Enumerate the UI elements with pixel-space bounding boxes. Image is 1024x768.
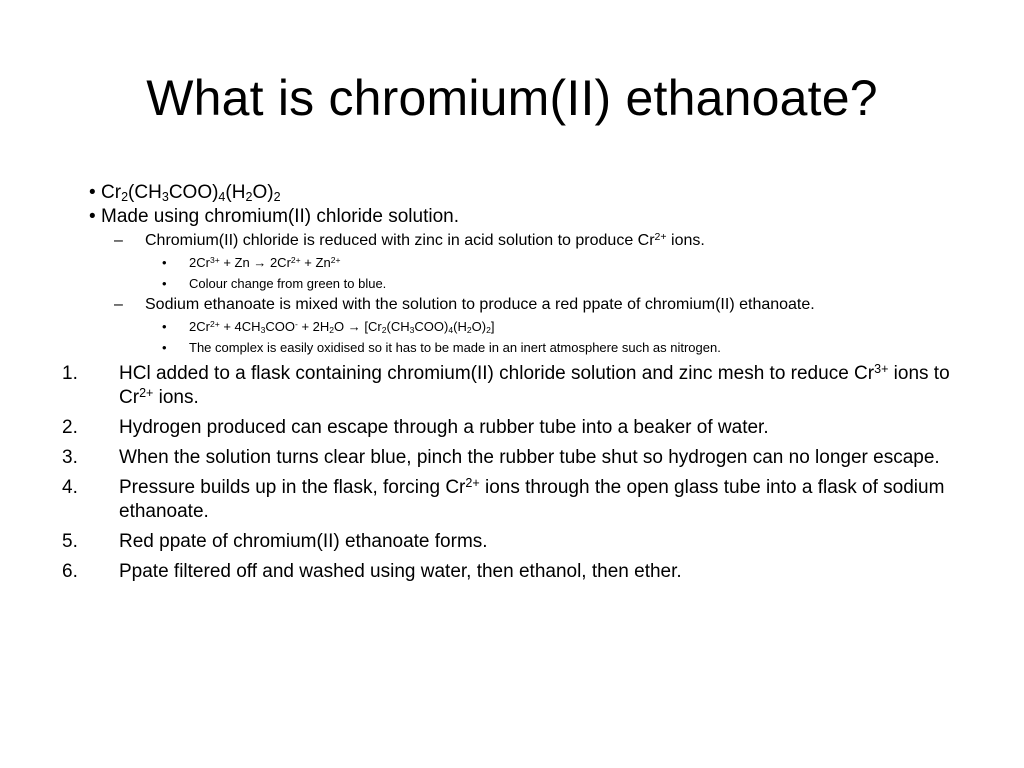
- dash-marker: –: [114, 296, 123, 313]
- bullet-colour-change-text: Colour change from green to blue.: [189, 276, 387, 291]
- bullet-marker: •: [162, 276, 167, 291]
- bullet-oxidised-text: The complex is easily oxidised so it has to be made in an inert atmosphere such as nitrogen.: [189, 340, 721, 355]
- step-number: 3.: [62, 447, 78, 468]
- step-item: [62, 476, 982, 524]
- arrow-icon: →: [347, 319, 361, 334]
- step-number: 2.: [62, 417, 78, 438]
- bullet-marker: •: [89, 182, 96, 203]
- dash-marker: –: [114, 232, 123, 249]
- step-item: [62, 530, 982, 554]
- step-text: Pressure builds up in the flask, forcing $Cr^{2+}$ ions through the open glass tube into a flask of sodium ethanoate.: [119, 475, 945, 522]
- step-text: HCl added to a flask containing chromium(II) chloride solution and zinc mesh to reduce $Cr^{3+}$ ions to $Cr^{2+}$ ions.: [119, 361, 950, 408]
- slide-title: What is chromium(II) ethanoate?: [146, 70, 878, 126]
- step-text: Ppate filtered off and washed using water, then ethanol, then ether.: [119, 561, 682, 582]
- step-number: 6.: [62, 561, 78, 582]
- equation-complex-text: $2Cr^{2+} + 4CH_3COO^- + 2H_2O \to [Cr_2(CH_3COO)_4(H_2O)_2]$: [189, 318, 495, 336]
- bullet-marker: •: [89, 206, 96, 227]
- bullet-colour-change: [62, 276, 982, 292]
- subbullet-reduced: [62, 231, 982, 250]
- step-text: Red ppate of chromium(II) ethanoate forms.: [119, 531, 488, 552]
- equation-reduction: [62, 255, 982, 271]
- bullet-marker: •: [162, 340, 167, 355]
- step-text: When the solution turns clear blue, pinch the rubber tube shut so hydrogen can no longer escape.: [119, 447, 940, 468]
- bullet-marker: •: [162, 319, 167, 334]
- step-number: 1.: [62, 363, 78, 384]
- step-item: [62, 560, 982, 584]
- step-number: 4.: [62, 477, 78, 498]
- equation-reduction-text: $2Cr^{3+} + Zn \to 2Cr^{2+} + Zn^{2+}$: [189, 254, 341, 270]
- arrow-icon: →: [253, 255, 267, 270]
- subbullet-sodium: [62, 295, 982, 314]
- step-number: 5.: [62, 531, 78, 552]
- slide-body: [62, 181, 982, 584]
- bullet-made: [62, 205, 982, 228]
- bullet-formula: [62, 181, 982, 204]
- step-item: [62, 446, 982, 470]
- step-item: [62, 362, 982, 410]
- subbullet-reduced-text: Chromium(II) chloride is reduced with zinc in acid solution to produce $Cr^{2+}$ ions.: [145, 230, 705, 249]
- bullet-oxidised: [62, 340, 982, 356]
- bullet-marker: •: [162, 255, 167, 270]
- steps-list: [62, 362, 982, 584]
- step-text: Hydrogen produced can escape through a rubber tube into a beaker of water.: [119, 417, 769, 438]
- bullet-made-text: Made using chromium(II) chloride solution.: [101, 206, 459, 227]
- step-item: [62, 416, 982, 440]
- equation-complex: [62, 319, 982, 335]
- subbullet-sodium-text: Sodium ethanoate is mixed with the solution to produce a red ppate of chromium(II) ethanoate.: [145, 296, 815, 313]
- bullet-formula-text: $Cr_2(CH_3COO)_4(H_2O)_2$: [101, 182, 281, 205]
